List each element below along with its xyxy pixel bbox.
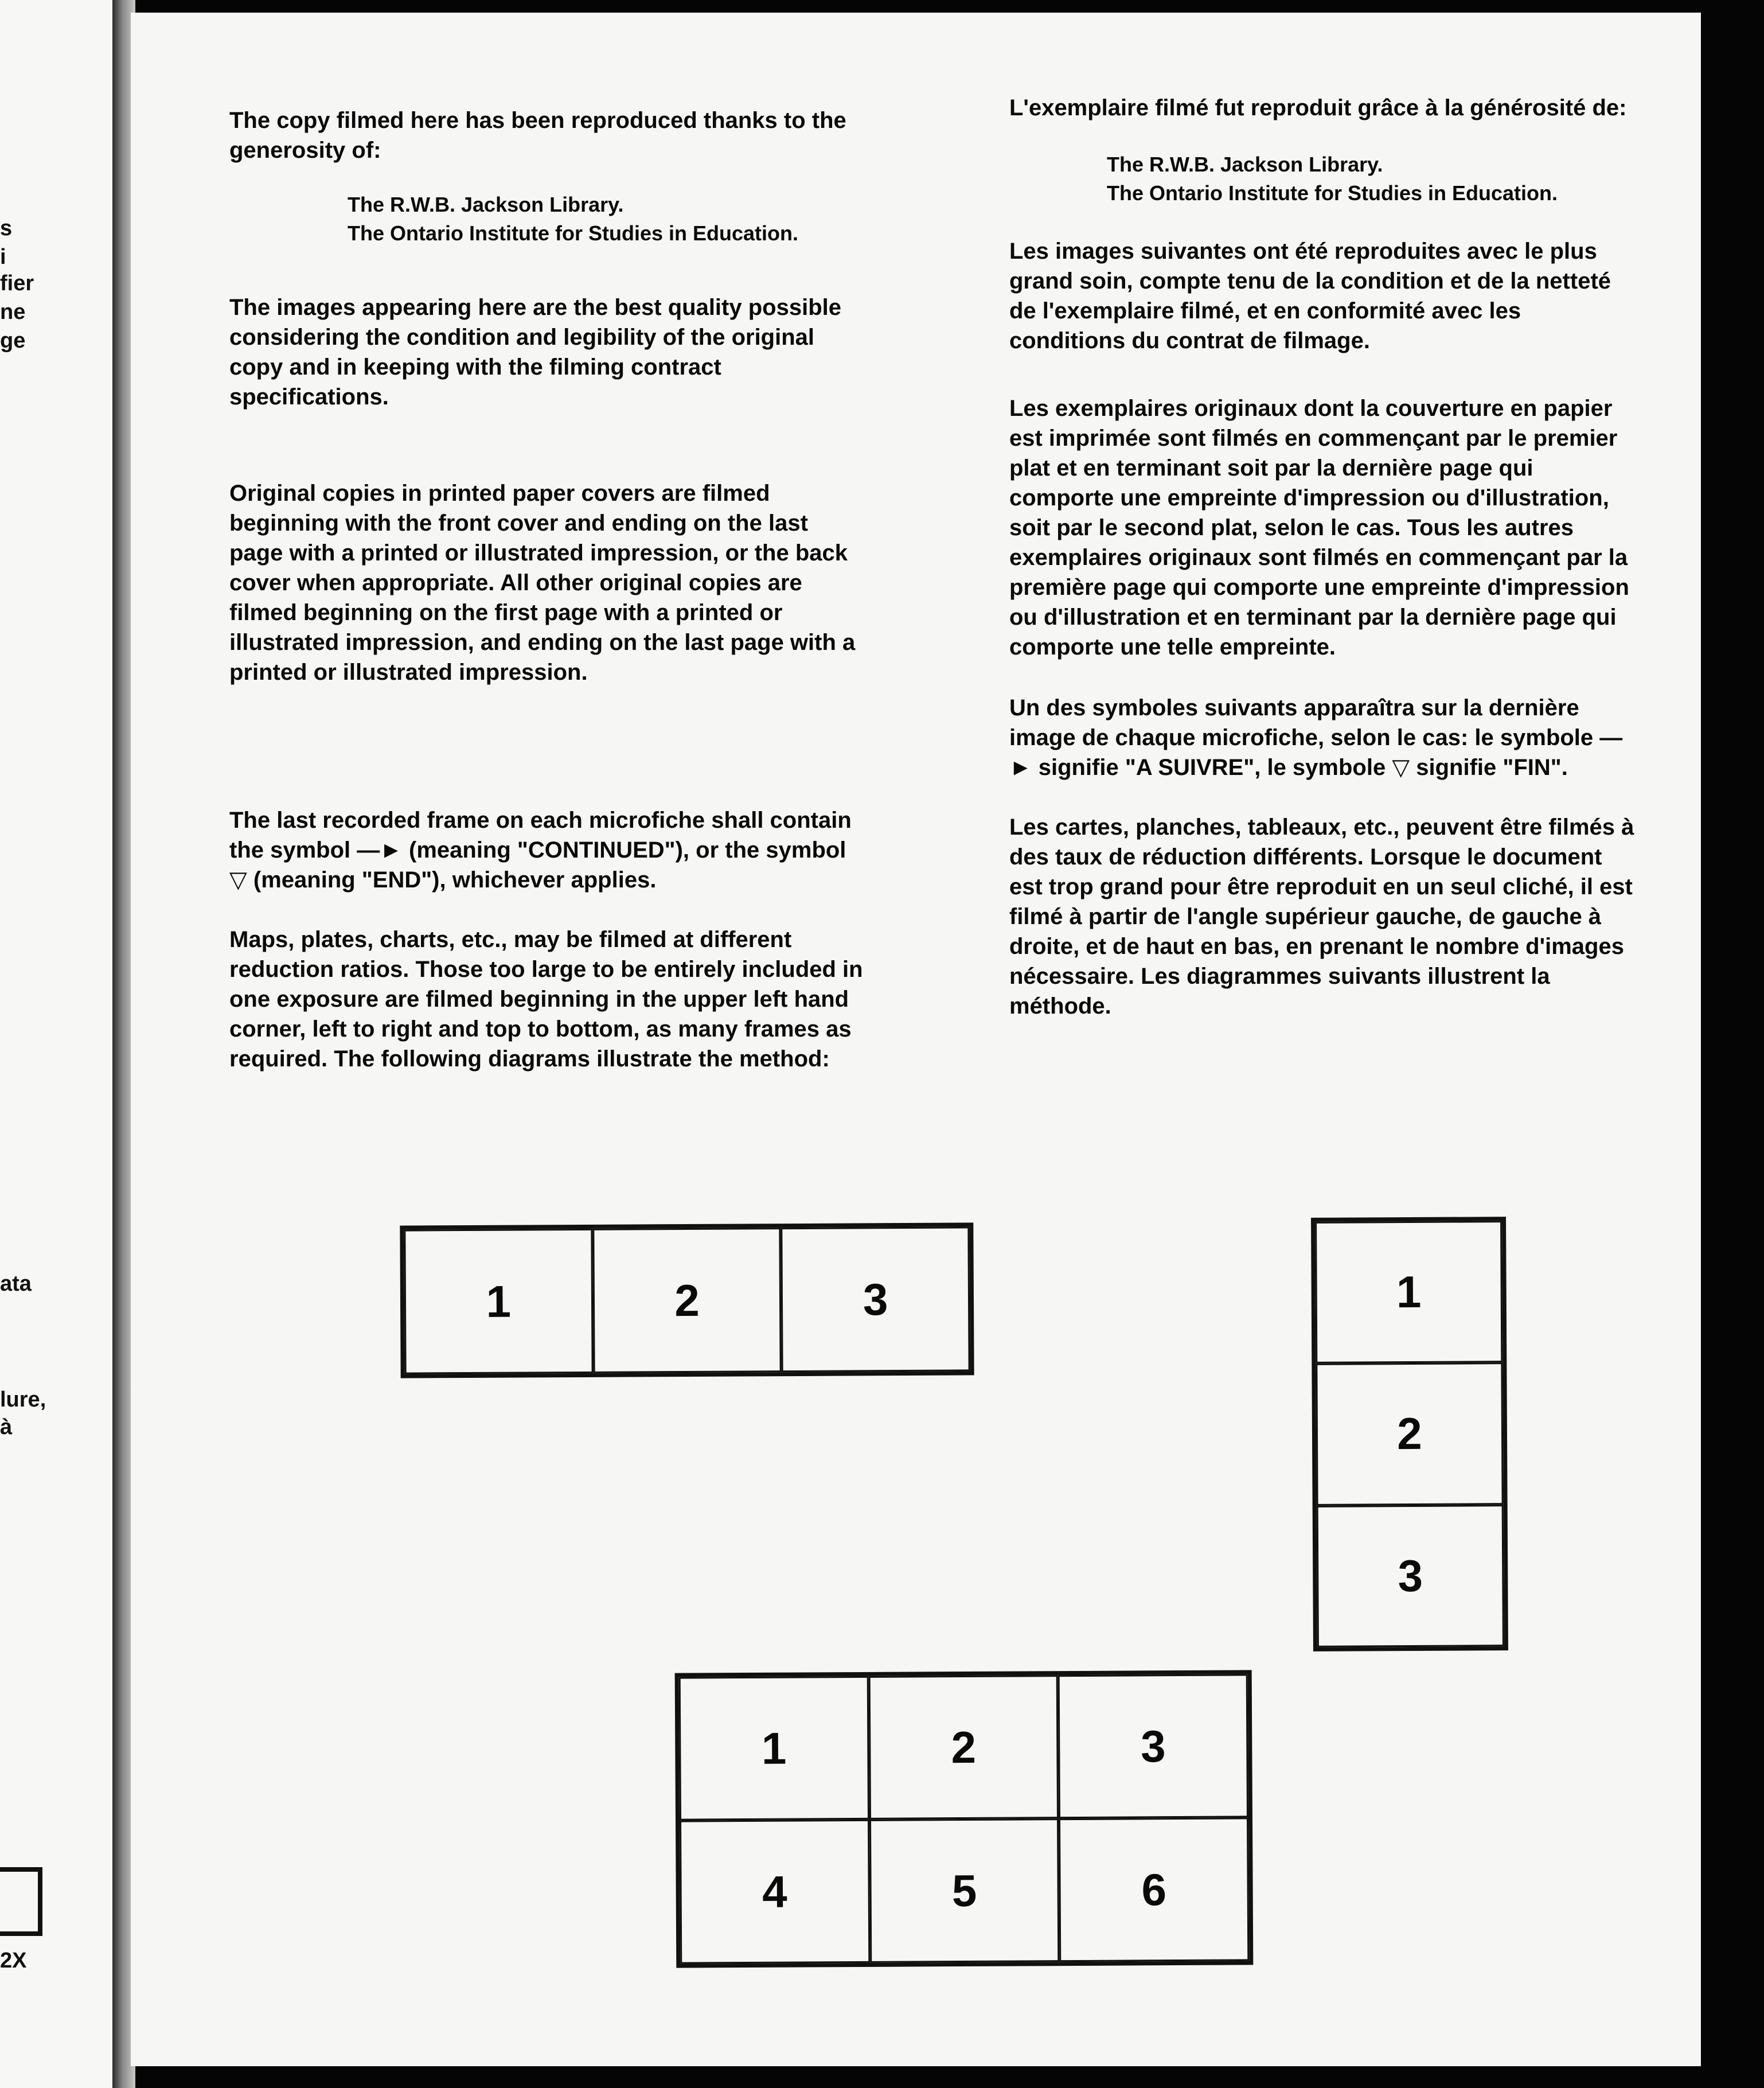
frame-cell: 2 xyxy=(868,1675,1059,1820)
frame-cell: 3 xyxy=(1317,1505,1504,1647)
prev-fragment: s xyxy=(0,216,13,240)
english-quality-paragraph: The images appearing here are the best quality possible considering the condition and legibility of the original copy and in keeping with the filming contract specifications. xyxy=(229,295,841,410)
grid-frame-diagram xyxy=(675,1670,1254,1968)
frame-cell: 2 xyxy=(592,1228,782,1373)
english-symbol-text-b: (meaning "CONTINUED"), or the symbol xyxy=(409,837,846,863)
prev-fragment: à xyxy=(0,1415,13,1439)
frame-cell: 1 xyxy=(679,1676,869,1821)
french-library-name: The R.W.B. Jackson Library. xyxy=(1107,153,1383,176)
prev-fragment: ata xyxy=(0,1272,32,1296)
frame-cell: 4 xyxy=(680,1820,870,1964)
french-column xyxy=(1009,93,1640,1021)
vertical-frame-diagram xyxy=(1311,1217,1508,1651)
english-maps-paragraph: Maps, plates, charts, etc., may be filmed at different reduction ratios. Those too large to be entirely included in one exposure are filmed beginning in the upper left hand corner, left to right and top to bottom, as many frames as required. The following diagrams illustrate the method: xyxy=(229,927,863,1072)
french-institute-name: The Ontario Institute for Studies in Education. xyxy=(1107,181,1558,205)
prev-fragment: ne xyxy=(0,300,26,324)
horizontal-frame-diagram xyxy=(400,1222,974,1378)
french-maps-paragraph: Les cartes, planches, tableaux, etc., peuvent être filmés à des taux de réduction différents. Lorsque le document est trop grand pour être reproduit en un seul cliché, il est filmé à partir de l'angle supérieur gauche, de gauche à droite, et de haut en bas, en prenant le nombre d'images nécessaire. Les diagrammes suivants illustrent la méthode. xyxy=(1009,815,1634,1019)
frame-cell: 3 xyxy=(781,1226,970,1372)
french-symbol-text-c: signifie "FIN". xyxy=(1416,755,1568,780)
continued-arrow-icon: —► xyxy=(357,837,403,863)
french-quality-paragraph: Les images suivantes ont été reproduites avec le plus grand soin, compte tenu de la condition et de la netteté de l'exemplaire filmé, et en conformité avec les conditions du contrat de filmage. xyxy=(1009,239,1611,353)
prev-fragment: ge xyxy=(0,329,26,353)
previous-page-edge xyxy=(0,0,112,2088)
end-triangle-icon: ▽ xyxy=(229,867,247,893)
english-order-paragraph: Original copies in printed paper covers are filmed beginning with the front cover and ending on the last page with a printed or illustrated impression, or the back cover when appropriate. All other original copies are filmed beginning on the first page with a printed or illustrated impression, and ending on the last page with a printed or illustrated impression. xyxy=(229,481,856,685)
french-symbol-text-a: Un des symboles suivants apparaîtra sur la dernière image de chaque microfiche, selon le cas: le symbole xyxy=(1009,695,1594,750)
prev-fragment: lure, xyxy=(0,1388,46,1412)
french-order-paragraph: Les exemplaires originaux dont la couverture en papier est imprimée sont filmés en commençant par le premier plat et en terminant soit par la dernière page qui comporte une empreinte d'impression ou d'illustration, soit par le second plat, selon le cas. Tous les autres exemplaires originaux sont filmés en commençant par la première page qui comporte une empreinte d'impression ou d'illustration et en terminant par la dernière page qui comporte une telle empreinte. xyxy=(1009,396,1629,660)
english-symbol-paragraph xyxy=(229,805,866,895)
english-symbol-text-c: (meaning "END"), whichever applies. xyxy=(253,867,657,893)
prev-fragment: fier xyxy=(0,271,34,295)
continued-arrow-icon: —► xyxy=(1009,725,1623,780)
frame-cell: 1 xyxy=(1315,1221,1502,1364)
english-symbol-text-a: The last recorded frame on each microfiche shall contain the symbol xyxy=(229,808,852,863)
english-intro: The copy filmed here has been reproduced thanks to the generosity of: xyxy=(229,108,846,163)
english-library-name: The R.W.B. Jackson Library. xyxy=(348,193,624,216)
frame-cell: 6 xyxy=(1059,1817,1249,1962)
prev-page-box xyxy=(0,1867,42,1936)
english-institute-name: The Ontario Institute for Studies in Education. xyxy=(348,221,799,245)
prev-fragment: i xyxy=(0,245,6,269)
frame-cell: 5 xyxy=(869,1818,1060,1963)
frame-cell: 3 xyxy=(1058,1674,1248,1818)
end-triangle-icon: ▽ xyxy=(1392,755,1410,780)
french-symbol-paragraph xyxy=(1009,693,1640,782)
french-intro: L'exemplaire filmé fut reproduit grâce à la générosité de: xyxy=(1009,95,1627,120)
prev-fragment: 2X xyxy=(0,1949,27,1973)
frame-cell: 1 xyxy=(404,1229,593,1374)
english-column xyxy=(229,106,866,1074)
french-symbol-text-b: signifie "A SUIVRE", le symbole xyxy=(1038,755,1386,780)
frame-cell: 2 xyxy=(1316,1362,1503,1505)
